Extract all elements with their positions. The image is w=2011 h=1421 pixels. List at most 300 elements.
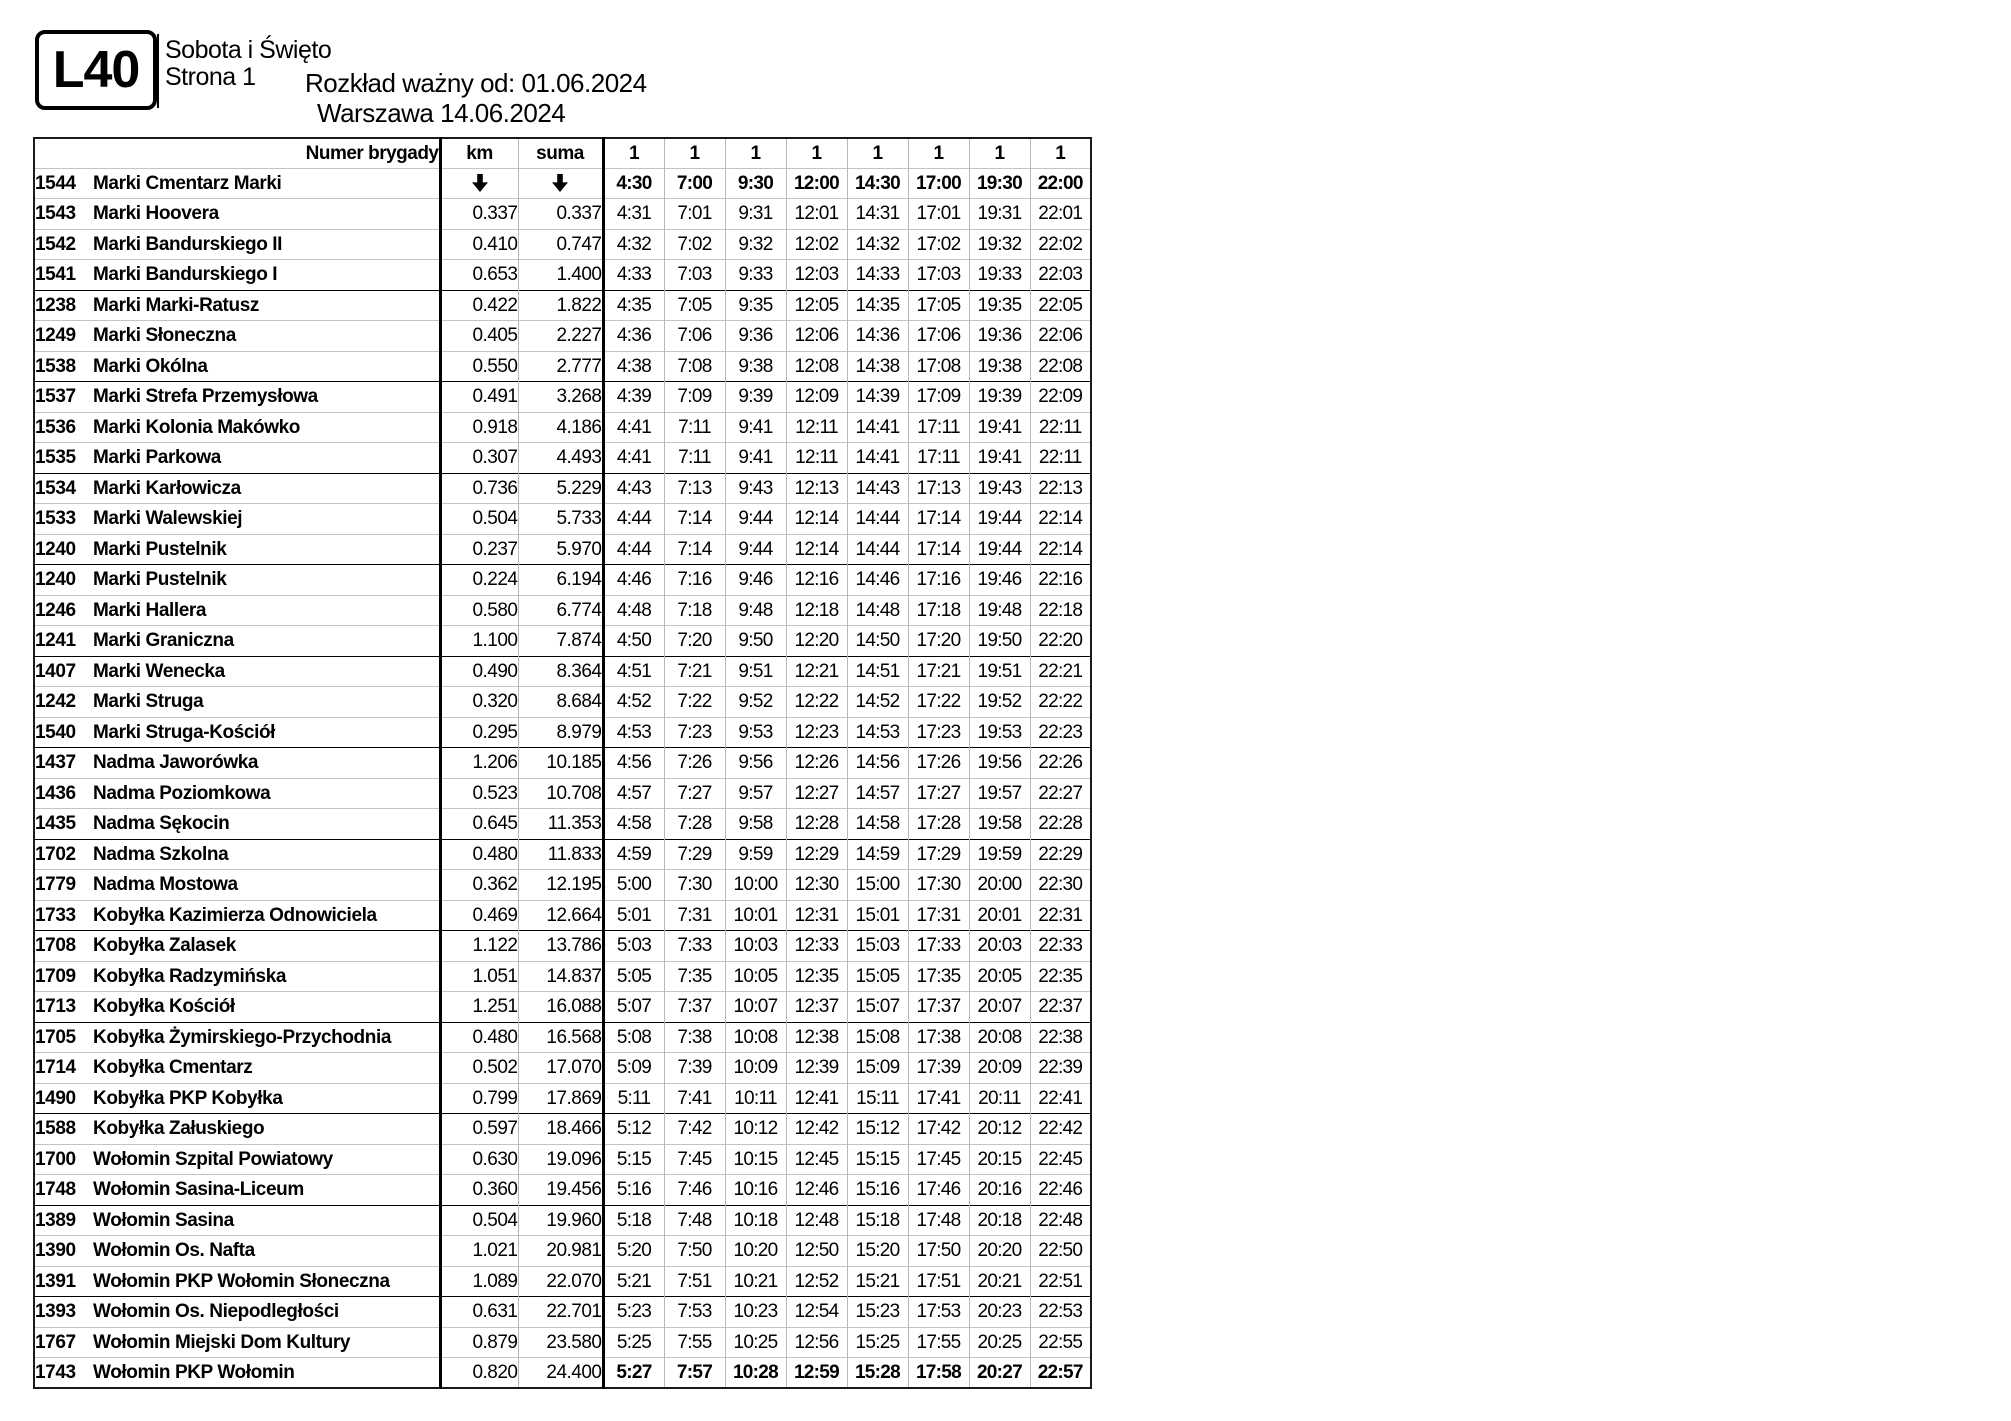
time-cell: 22:11 [1038,416,1082,438]
stop-name: Marki Parkowa [93,447,221,469]
page-label: Strona 1 [165,63,256,91]
time-cell: 9:41 [725,443,786,474]
time-cell: 7:08 [664,351,725,382]
suma-cell: 16.568 [518,1022,603,1053]
stop-name-cell [34,382,440,413]
stop-code: 1391 [35,1270,76,1292]
time-cell: 9:44 [725,504,786,535]
time-cell: 7:14 [664,504,725,535]
time-cell: 20:09 [969,1053,1030,1084]
time-cell: 12:02 [786,229,847,260]
stop-code: 1249 [35,325,76,347]
time-cell: 14:38 [847,351,908,382]
time-cell: 12:33 [786,931,847,962]
stop-name: Wołomin PKP Wołomin Słoneczna [93,1270,390,1292]
time-cell: 12:16 [786,565,847,596]
time-cell: 4:36 [603,321,664,352]
time-cell: 20:20 [969,1236,1030,1267]
time-cell: 10:00 [725,870,786,901]
time-cell: 9:52 [725,687,786,718]
table-row [34,1114,1091,1145]
time-cell: 22:39 [1038,1057,1083,1079]
time-cell: 7:02 [664,229,725,260]
time-cell: 19:41 [969,412,1030,443]
time-cell: 7:31 [664,900,725,931]
stop-name-cell [34,1236,440,1267]
time-cell: 7:57 [664,1358,725,1389]
time-cell: 5:18 [603,1205,664,1236]
time-cell: 4:58 [603,809,664,840]
stop-name: Nadma Jaworówka [93,752,259,774]
suma-cell: 8.979 [518,717,603,748]
suma-cell: 13.786 [518,931,603,962]
time-cell: 19:30 [969,168,1030,199]
stop-name-cell [34,748,440,779]
stop-name-cell [34,443,440,474]
suma-cell: 7.874 [518,626,603,657]
suma-cell: 10.185 [518,748,603,779]
time-cell: 15:25 [847,1327,908,1358]
table-row [34,870,1091,901]
time-cell: 20:27 [969,1358,1030,1389]
time-cell: 22:51 [1038,1270,1083,1292]
time-cell: 19:33 [969,260,1030,291]
stop-name-cell [34,717,440,748]
table-row [34,839,1091,870]
km-cell: 0.295 [440,717,518,748]
time-cell: 4:44 [603,534,664,565]
time-cell: 5:07 [603,992,664,1023]
time-cell: 17:42 [908,1114,969,1145]
time-cell: 9:38 [725,351,786,382]
time-cell: 17:50 [908,1236,969,1267]
time-cell: 19:36 [969,321,1030,352]
timetable-header-row [34,138,1091,168]
stop-name: Kobyłka Kościół [93,996,235,1018]
suma-cell: 8.364 [518,656,603,687]
time-cell: 15:15 [847,1144,908,1175]
time-cell: 7:51 [664,1266,725,1297]
km-cell: 0.580 [440,595,518,626]
stop-name-cell [34,870,440,901]
time-cell: 17:14 [908,504,969,535]
time-cell: 12:09 [786,382,847,413]
time-cell: 14:41 [847,443,908,474]
suma-cell: 22.070 [518,1266,603,1297]
table-row [34,1297,1091,1328]
suma-cell: 2.227 [518,321,603,352]
km-cell: 0.237 [440,534,518,565]
time-cell: 5:27 [603,1358,664,1389]
time-cell: 14:32 [847,229,908,260]
validity-label: Rozkład ważny od: 01.06.2024 [305,68,647,98]
stop-code: 1436 [35,782,76,804]
time-cell: 4:30 [603,168,664,199]
time-cell: 5:21 [603,1266,664,1297]
time-cell: 12:18 [786,595,847,626]
time-cell: 14:44 [847,504,908,535]
stop-name: Kobyłka Załuskiego [93,1118,265,1140]
suma-cell: 12.664 [518,900,603,931]
time-cell: 7:16 [664,565,725,596]
time-cell: 5:01 [603,900,664,931]
time-cell: 5:12 [603,1114,664,1145]
table-row [34,1205,1091,1236]
km-cell: 1.089 [440,1266,518,1297]
time-cell: 10:20 [725,1236,786,1267]
time-cell: 17:39 [908,1053,969,1084]
time-cell: 7:27 [664,778,725,809]
time-cell: 12:28 [786,809,847,840]
time-cell: 22:23 [1038,721,1083,743]
time-cell: 4:57 [603,778,664,809]
time-cell: 5:20 [603,1236,664,1267]
time-cell: 22:27 [1038,782,1083,804]
time-cell: 17:11 [908,412,969,443]
time-cell: 9:30 [725,168,786,199]
suma-cell: 5.733 [518,504,603,535]
time-cell: 20:15 [969,1144,1030,1175]
time-cell: 19:53 [969,717,1030,748]
stop-code: 1535 [35,447,76,469]
suma-cell: 17.869 [518,1083,603,1114]
time-cell: 7:30 [664,870,725,901]
time-cell: 22:20 [1038,630,1083,652]
time-cell: 10:12 [725,1114,786,1145]
time-cell: 14:46 [847,565,908,596]
time-cell: 17:21 [908,656,969,687]
time-cell: 4:59 [603,839,664,870]
time-cell: 15:08 [847,1022,908,1053]
stop-name-cell [34,961,440,992]
km-cell: 0.469 [440,900,518,931]
km-cell: 0.504 [440,1205,518,1236]
suma-cell: 1.400 [518,260,603,291]
stop-code: 1490 [35,1087,76,1109]
suma-cell: 20.981 [518,1236,603,1267]
suma-cell [518,168,603,199]
time-cell: 19:38 [969,351,1030,382]
route-code: L40 [52,41,140,99]
suma-cell: 5.229 [518,473,603,504]
time-cell: 20:03 [969,931,1030,962]
time-cell: 15:20 [847,1236,908,1267]
suma-cell: 2.777 [518,351,603,382]
stop-name: Marki Hallera [93,599,207,621]
time-cell: 7:21 [664,656,725,687]
time-cell: 7:39 [664,1053,725,1084]
time-cell: 17:02 [908,229,969,260]
time-cell: 15:00 [847,870,908,901]
suma-cell: 10.708 [518,778,603,809]
time-cell: 7:37 [664,992,725,1023]
time-cell: 7:13 [664,473,725,504]
time-cell: 5:05 [603,961,664,992]
time-cell: 22:26 [1038,752,1083,774]
time-cell: 14:35 [847,290,908,321]
stop-name-cell [34,1144,440,1175]
time-cell: 9:39 [725,382,786,413]
time-cell: 12:00 [786,168,847,199]
time-cell: 17:00 [908,168,969,199]
stop-name-cell [34,565,440,596]
km-cell [440,168,518,199]
suma-cell: 1.822 [518,290,603,321]
stop-code: 1246 [35,599,76,621]
time-cell: 4:33 [603,260,664,291]
stop-name: Marki Struga-Kościół [93,721,276,743]
time-cell: 20:00 [969,870,1030,901]
time-cell: 12:21 [786,656,847,687]
time-cell: 10:28 [725,1358,786,1389]
time-cell: 7:48 [664,1205,725,1236]
stop-name-cell [34,931,440,962]
time-cell: 12:11 [786,443,847,474]
stop-name: Marki Struga [93,691,204,713]
km-cell: 1.021 [440,1236,518,1267]
time-cell: 19:39 [969,382,1030,413]
time-cell: 17:01 [908,199,969,230]
time-cell: 19:46 [969,565,1030,596]
time-cell: 7:45 [664,1144,725,1175]
table-row [34,626,1091,657]
time-cell: 10:18 [725,1205,786,1236]
stop-name: Marki Bandurskiego II [93,233,283,255]
time-cell: 19:43 [969,473,1030,504]
stop-code: 1542 [35,233,76,255]
km-cell: 1.251 [440,992,518,1023]
stop-name-cell [34,168,440,199]
time-cell: 20:12 [969,1114,1030,1145]
time-cell: 7:03 [664,260,725,291]
time-cell: 17:55 [908,1327,969,1358]
time-cell: 15:09 [847,1053,908,1084]
table-row [34,504,1091,535]
stop-code: 1588 [35,1118,76,1140]
stop-name: Nadma Mostowa [93,874,238,896]
stop-name-cell [34,992,440,1023]
time-cell: 7:11 [664,412,725,443]
stop-name: Marki Pustelnik [93,538,227,560]
stop-code: 1541 [35,264,76,286]
stop-code: 1389 [35,1209,76,1231]
time-cell: 20:21 [969,1266,1030,1297]
stop-name-cell [34,778,440,809]
time-cell: 20:11 [969,1083,1030,1114]
time-cell: 17:23 [908,717,969,748]
time-cell: 12:37 [786,992,847,1023]
time-cell: 17:11 [908,443,969,474]
km-cell: 0.422 [440,290,518,321]
time-cell: 17:48 [908,1205,969,1236]
table-row [34,717,1091,748]
table-row [34,900,1091,931]
km-cell: 0.362 [440,870,518,901]
issue-date-label: Warszawa 14.06.2024 [317,98,566,128]
time-cell: 12:50 [786,1236,847,1267]
time-cell: 22:21 [1038,660,1083,682]
stop-name: Marki Graniczna [93,630,234,652]
time-cell: 10:16 [725,1175,786,1206]
time-cell: 9:51 [725,656,786,687]
time-cell: 22:13 [1038,477,1083,499]
time-cell: 12:30 [786,870,847,901]
time-cell: 22:14 [1038,538,1083,560]
km-cell: 1.051 [440,961,518,992]
time-cell: 17:33 [908,931,969,962]
stop-name: Wołomin Sasina [93,1209,234,1231]
time-cell: 7:14 [664,534,725,565]
stop-name: Marki Marki-Ratusz [93,294,259,316]
stop-name: Marki Wenecka [93,660,225,682]
stop-code: 1536 [35,416,76,438]
time-cell: 7:50 [664,1236,725,1267]
stop-name: Kobyłka PKP Kobyłka [93,1087,283,1109]
table-row [34,321,1091,352]
km-cell: 0.504 [440,504,518,535]
time-cell: 14:56 [847,748,908,779]
stop-name-cell [34,473,440,504]
stop-name: Kobyłka Żymirskiego-Przychodnia [93,1026,392,1048]
time-cell: 17:03 [908,260,969,291]
brigade-header-cell: 1 [725,138,786,168]
time-cell: 19:44 [969,504,1030,535]
time-cell: 22:38 [1038,1026,1083,1048]
time-cell: 12:45 [786,1144,847,1175]
km-cell: 0.736 [440,473,518,504]
time-cell: 7:11 [664,443,725,474]
stop-name: Marki Walewskiej [93,508,243,530]
stop-name: Wołomin Miejski Dom Kultury [93,1331,350,1353]
time-cell: 9:59 [725,839,786,870]
time-cell: 12:31 [786,900,847,931]
stop-code: 1534 [35,477,76,499]
time-cell: 12:23 [786,717,847,748]
km-cell: 0.630 [440,1144,518,1175]
time-cell: 12:48 [786,1205,847,1236]
time-cell: 10:09 [725,1053,786,1084]
stop-name: Marki Karłowicza [93,477,241,499]
suma-cell: 11.833 [518,839,603,870]
time-cell: 22:02 [1038,233,1083,255]
route-badge [35,30,157,110]
time-cell: 4:43 [603,473,664,504]
time-cell: 22:08 [1038,355,1083,377]
suma-cell: 6.194 [518,565,603,596]
time-cell: 7:23 [664,717,725,748]
table-row [34,1053,1091,1084]
time-cell: 5:03 [603,931,664,962]
km-cell: 0.645 [440,809,518,840]
table-row [34,1022,1091,1053]
time-cell: 7:29 [664,839,725,870]
time-cell: 17:08 [908,351,969,382]
stop-name-cell [34,656,440,687]
stop-name: Marki Słoneczna [93,325,236,347]
time-cell: 22:05 [1038,294,1083,316]
km-cell: 0.490 [440,656,518,687]
time-cell: 14:44 [847,534,908,565]
stop-name-cell [34,626,440,657]
time-cell: 12:14 [786,534,847,565]
time-cell: 9:48 [725,595,786,626]
table-row [34,534,1091,565]
time-cell: 4:46 [603,565,664,596]
stop-name: Marki Hoovera [93,203,219,225]
time-cell: 17:31 [908,900,969,931]
time-cell: 19:51 [969,656,1030,687]
time-cell: 15:07 [847,992,908,1023]
time-cell: 12:03 [786,260,847,291]
time-cell: 4:38 [603,351,664,382]
time-cell: 22:46 [1038,1179,1083,1201]
time-cell: 14:57 [847,778,908,809]
time-cell: 19:35 [969,290,1030,321]
time-cell: 10:23 [725,1297,786,1328]
suma-cell: 18.466 [518,1114,603,1145]
time-cell: 9:46 [725,565,786,596]
time-cell: 9:36 [725,321,786,352]
time-cell: 7:42 [664,1114,725,1145]
stop-name-cell [34,534,440,565]
time-cell: 20:23 [969,1297,1030,1328]
time-cell: 19:52 [969,687,1030,718]
stop-name-cell [34,504,440,535]
time-cell: 22:11 [1038,447,1082,469]
time-cell: 10:08 [725,1022,786,1053]
time-cell: 14:48 [847,595,908,626]
time-cell: 12:59 [786,1358,847,1389]
stop-name-cell [34,1114,440,1145]
time-cell: 7:46 [664,1175,725,1206]
km-cell: 0.597 [440,1114,518,1145]
stop-code: 1540 [35,721,76,743]
time-cell: 22:37 [1038,996,1083,1018]
stop-code: 1435 [35,813,76,835]
stop-code: 1407 [35,660,76,682]
time-cell: 7:41 [664,1083,725,1114]
time-cell: 22:06 [1038,325,1083,347]
stop-name-cell [34,1022,440,1053]
suma-cell: 22.701 [518,1297,603,1328]
km-cell: 0.224 [440,565,518,596]
time-cell: 7:28 [664,809,725,840]
time-cell: 19:56 [969,748,1030,779]
table-row [34,382,1091,413]
brigade-header-cell: 1 [908,138,969,168]
time-cell: 15:01 [847,900,908,931]
table-row [34,1327,1091,1358]
time-cell: 10:07 [725,992,786,1023]
km-cell: 0.337 [440,199,518,230]
suma-cell: 4.186 [518,412,603,443]
km-cell: 1.100 [440,626,518,657]
time-cell: 17:05 [908,290,969,321]
col-header-name: Numer brygady [34,138,440,168]
suma-cell: 5.970 [518,534,603,565]
suma-cell: 23.580 [518,1327,603,1358]
stop-name-cell [34,321,440,352]
time-cell: 7:05 [664,290,725,321]
stop-code: 1437 [35,752,76,774]
stop-name-cell [34,809,440,840]
table-row [34,961,1091,992]
table-row [34,931,1091,962]
table-row [34,778,1091,809]
time-cell: 17:30 [908,870,969,901]
suma-cell: 0.747 [518,229,603,260]
stop-code: 1238 [35,294,76,316]
